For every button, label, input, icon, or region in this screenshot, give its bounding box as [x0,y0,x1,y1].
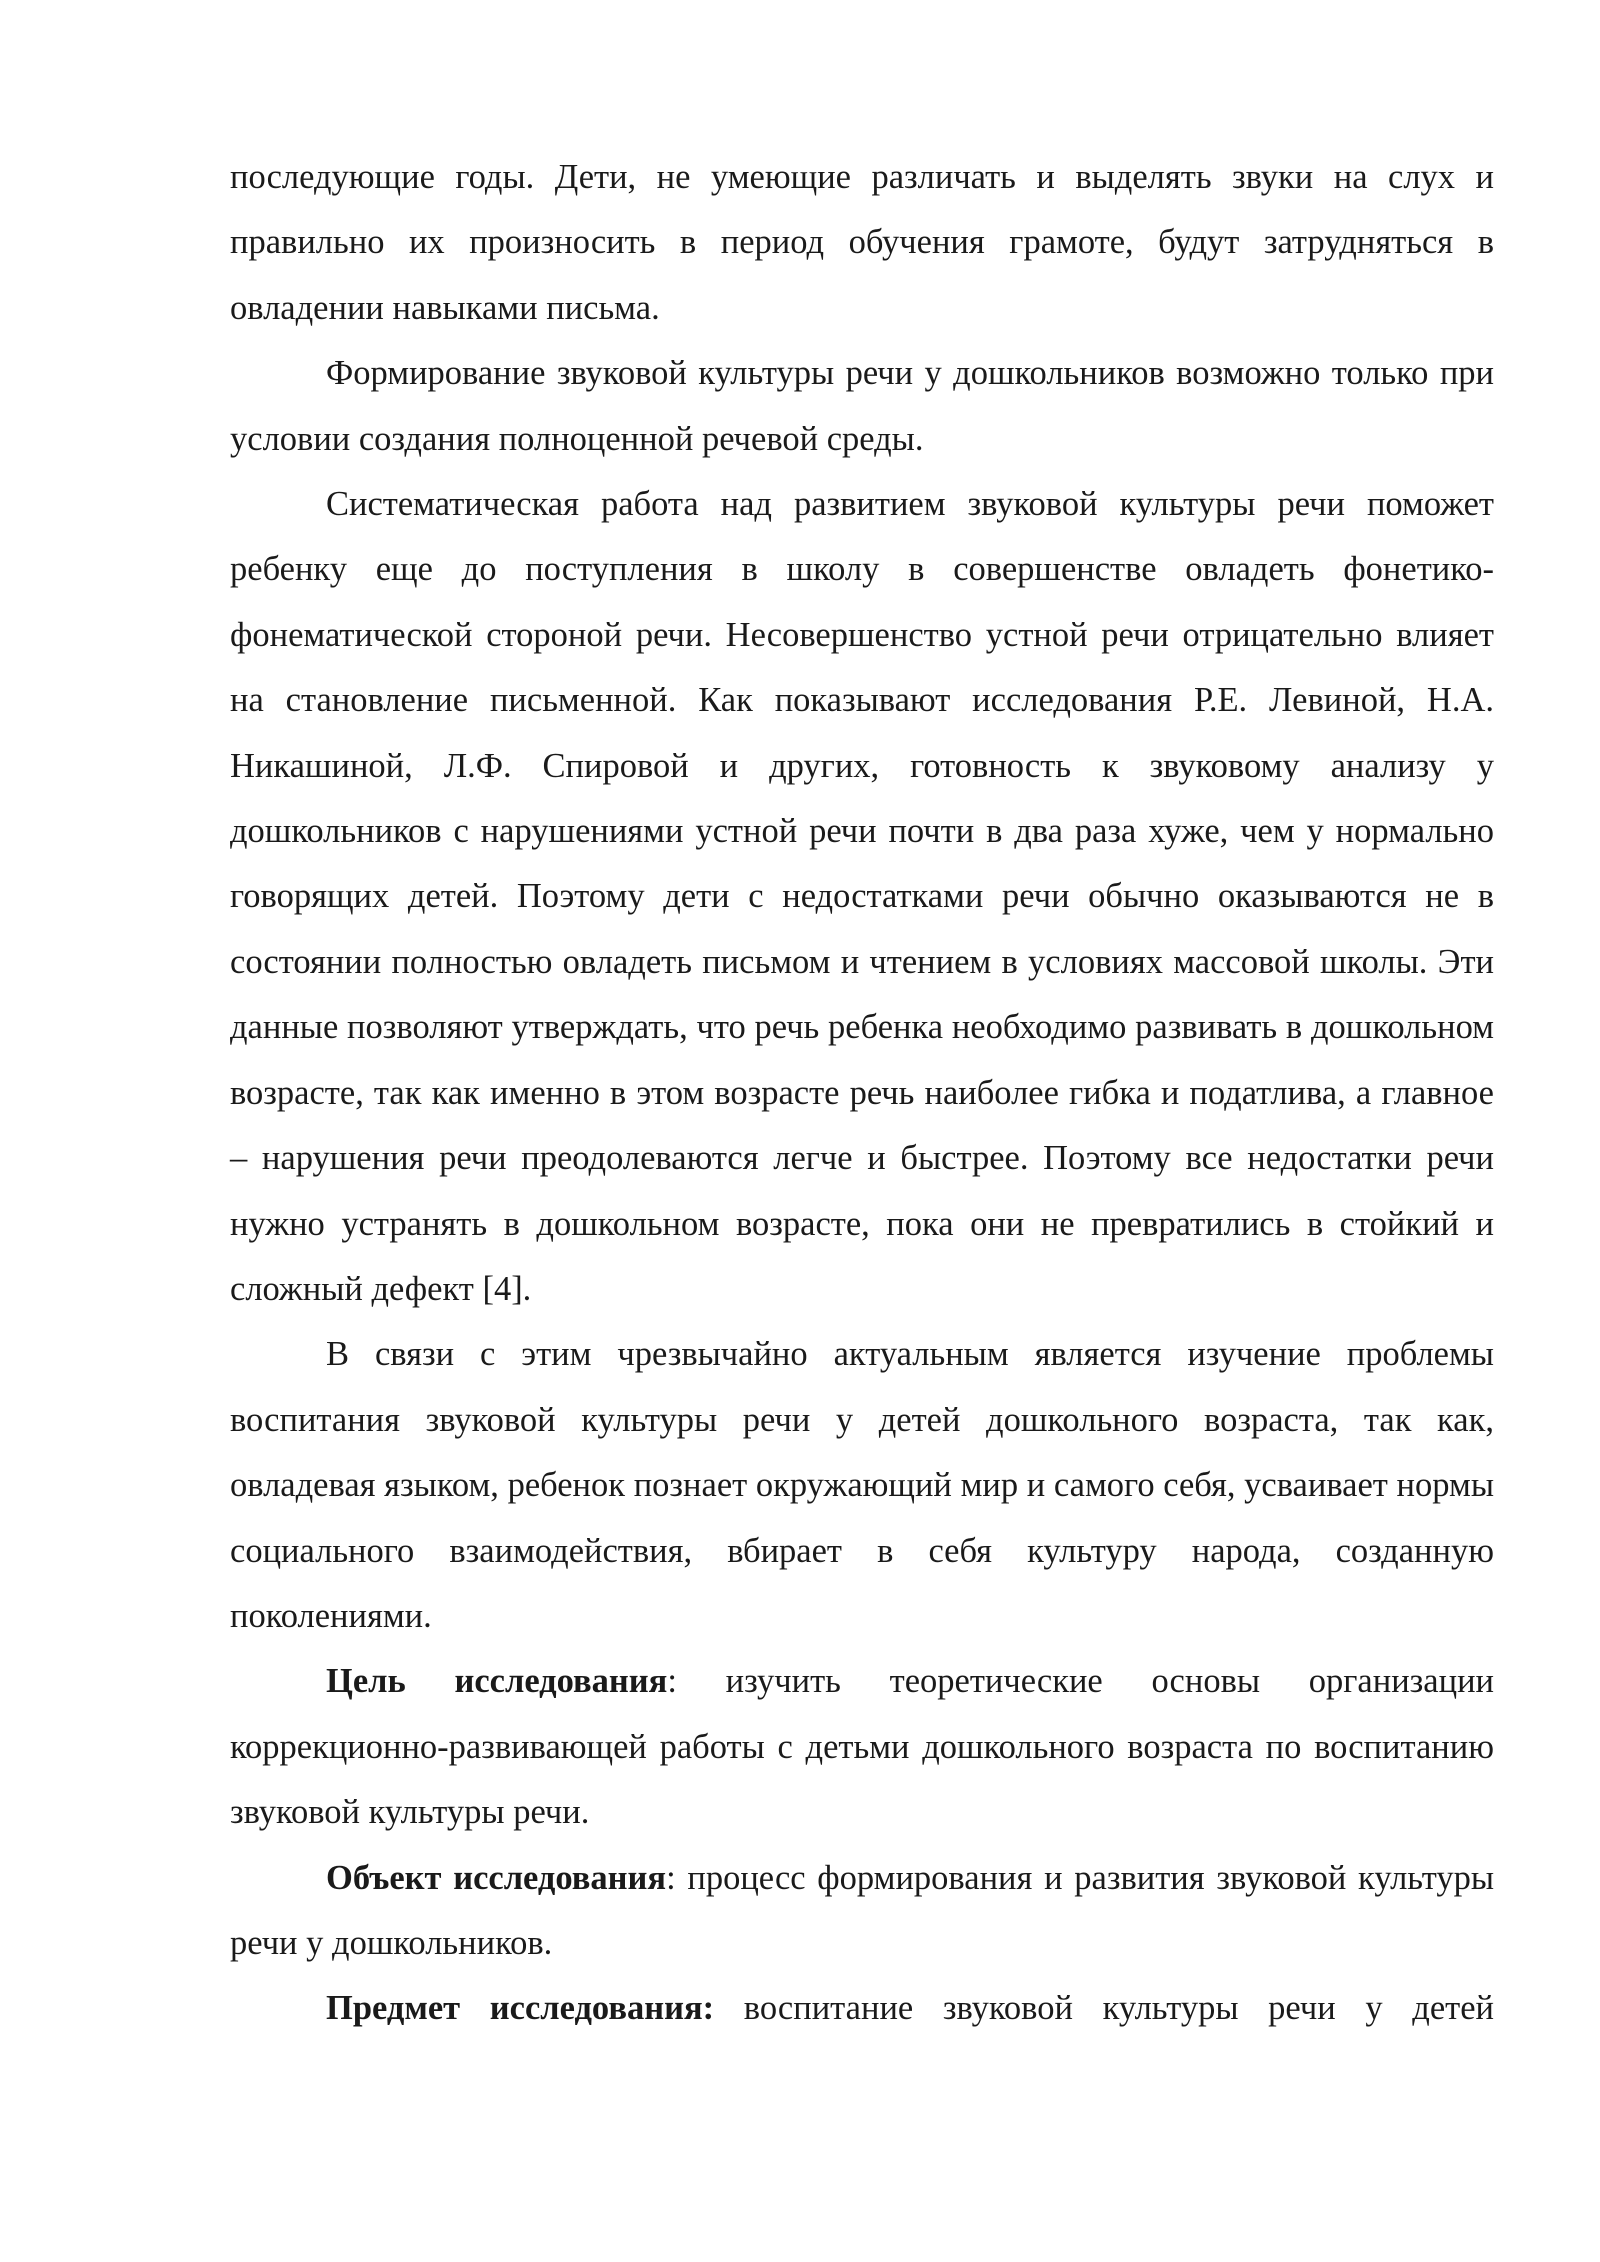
research-goal-term: Цель исследования [326,1662,668,1701]
paragraph-4: В связи с этим чрезвычайно актуальным является изучение проблемы воспитания звуковой культуры речи у детей дошкольного возраста, так как, овладевая языком, ребенок познает окружающий мир и самого себя, усваивает нормы социального взаимодействия, вбирает в себя культуру народа, созданную поколениями. [230,1335,1494,1635]
paragraph-3: Систематическая работа над развитием звуковой культуры речи поможет ребенку еще до поступления в школу в совершенстве овладеть фонетико-фонематической стороной речи. Несовершенство устной речи отрицательно влияет на становление письменной. Как показывают исследования Р.Е. Левиной, Н.А. Никашиной, Л.Ф. Спировой и других, готовность к звуковому анализу у дошкольников с нарушениями устной речи почти в два раза хуже, чем у нормально говорящих детей. Поэтому дети с недостатками речи обычно оказываются не в состоянии полностью овладеть письмом и чтением в условиях массовой школы. Эти данные позволяют утверждать, что речь ребенка необходимо развивать в дошкольном возрасте, так как именно в этом возрасте речь наиболее гибка и податлива, а главное – нарушения речи преодолеваются легче и быстрее. Поэтому все недостатки речи нужно устранять в дошкольном возрасте, пока они не превратились в стойкий и сложный дефект [4]. [230,485,1494,1308]
research-object-paragraph [230,1846,1494,1977]
research-goal-text: : изучить теоретические основы организации коррекционно-развивающей работы с детьми дошкольного возраста по воспитанию звуковой культуры речи. [230,1662,1494,1832]
research-subject-paragraph [230,1976,1494,2041]
research-object-term: Объект исследования [326,1858,667,1897]
paragraph-1: последующие годы. Дети, не умеющие различать и выделять звуки на слух и правильно их произносить в период обучения грамоте, будут затрудняться в овладении навыками письма. [230,158,1494,327]
research-subject-text: воспитание звуковой культуры речи у детей [714,1989,1494,2028]
paragraph-2: Формирование звуковой культуры речи у дошкольников возможно только при условии создания полноценной речевой среды. [230,354,1494,458]
research-goal-paragraph [230,1649,1494,1845]
research-object-text: : процесс формирования и развития звуковой культуры речи у дошкольников. [230,1858,1495,1962]
research-subject-term: Предмет исследования: [326,1989,715,2028]
document-page [230,145,1494,2042]
